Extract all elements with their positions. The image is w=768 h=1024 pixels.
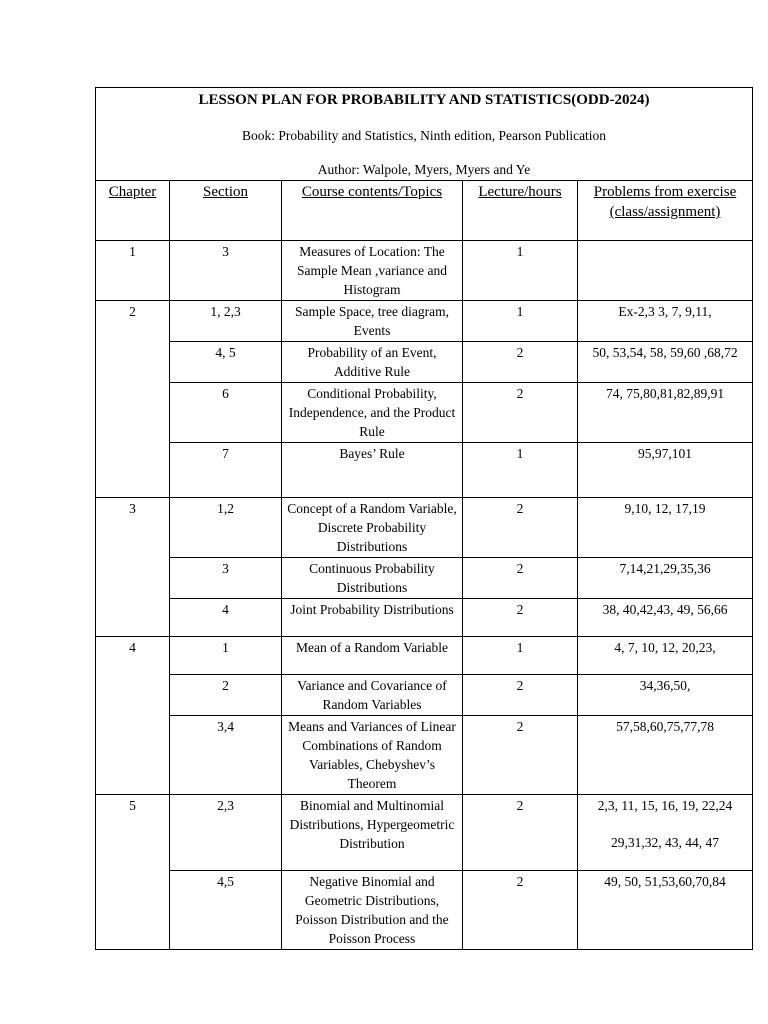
- table-row: [96, 675, 753, 716]
- lecture-cell: 2: [463, 498, 578, 558]
- section-cell: 4,5: [170, 871, 282, 950]
- lecture-cell: 2: [463, 383, 578, 443]
- table-row: [96, 599, 753, 637]
- problems-cell: 95,97,101: [578, 443, 753, 498]
- topics-cell: Negative Binomial and Geometric Distributions, Poisson Distribution and the Poisson Process: [282, 871, 463, 950]
- table-row: [96, 558, 753, 599]
- lecture-cell: 1: [463, 637, 578, 675]
- col-header-topics: Course contents/Topics: [282, 181, 463, 241]
- table-row: [96, 498, 753, 558]
- section-cell: 3: [170, 241, 282, 301]
- section-cell: 3: [170, 558, 282, 599]
- lecture-cell: 2: [463, 716, 578, 795]
- col-header-chapter: Chapter: [96, 181, 170, 241]
- chapter-cell: 3: [96, 498, 170, 637]
- lesson-plan-table: [95, 87, 753, 950]
- author-info: Author: Walpole, Myers, Myers and Ye: [317, 162, 531, 177]
- lecture-cell: 2: [463, 599, 578, 637]
- chapter-cell: 2: [96, 301, 170, 498]
- problems-cell: 34,36,50,: [578, 675, 753, 716]
- section-cell: 4, 5: [170, 342, 282, 383]
- col-header-problems: Problems from exercise (class/assignment): [578, 181, 753, 241]
- table-row: [96, 795, 753, 871]
- col-header-lecture: Lecture/hours: [463, 181, 578, 241]
- section-cell: 7: [170, 443, 282, 498]
- section-cell: 2: [170, 675, 282, 716]
- table-row: [96, 383, 753, 443]
- lecture-cell: 2: [463, 342, 578, 383]
- topics-cell: Mean of a Random Variable: [282, 637, 463, 675]
- topics-cell: Conditional Probability, Independence, and the Product Rule: [282, 383, 463, 443]
- topics-cell: Binomial and Multinomial Distributions, Hypergeometric Distribution: [282, 795, 463, 871]
- chapter-cell: 1: [96, 241, 170, 301]
- lecture-cell: 2: [463, 871, 578, 950]
- chapter-cell: 5: [96, 795, 170, 950]
- problems-line: 29,31,32, 43, 44, 47: [611, 835, 719, 850]
- section-cell: 1, 2,3: [170, 301, 282, 342]
- col-header-section: Section: [170, 181, 282, 241]
- topics-cell: Variance and Covariance of Random Variables: [282, 675, 463, 716]
- problems-line: 2,3, 11, 15, 16, 19, 22,24: [597, 798, 733, 813]
- problems-cell: 4, 7, 10, 12, 20,23,: [578, 637, 753, 675]
- header-cell: [96, 88, 753, 181]
- problems-cell: 57,58,60,75,77,78: [578, 716, 753, 795]
- table-row: [96, 301, 753, 342]
- topics-cell: Means and Variances of Linear Combinations of Random Variables, Chebyshev’s Theorem: [282, 716, 463, 795]
- table-row: [96, 637, 753, 675]
- table-row: [96, 342, 753, 383]
- section-cell: 3,4: [170, 716, 282, 795]
- lecture-cell: 2: [463, 558, 578, 599]
- chapter-cell: 4: [96, 637, 170, 795]
- problems-cell: 49, 50, 51,53,60,70,84: [578, 871, 753, 950]
- topics-cell: Joint Probability Distributions: [282, 599, 463, 637]
- problems-cell: [578, 795, 753, 871]
- section-cell: 2,3: [170, 795, 282, 871]
- document-title: LESSON PLAN FOR PROBABILITY AND STATISTICS(ODD-2024): [198, 92, 650, 108]
- table-row: [96, 241, 753, 301]
- topics-cell: Sample Space, tree diagram, Events: [282, 301, 463, 342]
- table-row: [96, 871, 753, 950]
- lecture-cell: 2: [463, 675, 578, 716]
- section-cell: 1,2: [170, 498, 282, 558]
- problems-cell: 74, 75,80,81,82,89,91: [578, 383, 753, 443]
- topics-cell: Probability of an Event, Additive Rule: [282, 342, 463, 383]
- lecture-cell: 1: [463, 301, 578, 342]
- topics-cell: Measures of Location: The Sample Mean ,variance and Histogram: [282, 241, 463, 301]
- problems-cell: [578, 241, 753, 301]
- problems-cell: 50, 53,54, 58, 59,60 ,68,72: [578, 342, 753, 383]
- problems-cell: 7,14,21,29,35,36: [578, 558, 753, 599]
- lecture-cell: 2: [463, 795, 578, 871]
- topics-cell: Continuous Probability Distributions: [282, 558, 463, 599]
- table-row: [96, 443, 753, 498]
- problems-cell: Ex-2,3 3, 7, 9,11,: [578, 301, 753, 342]
- section-cell: 4: [170, 599, 282, 637]
- problems-cell: 9,10, 12, 17,19: [578, 498, 753, 558]
- topics-cell: Bayes’ Rule: [282, 443, 463, 498]
- book-info: Book: Probability and Statistics, Ninth edition, Pearson Publication: [241, 128, 607, 143]
- section-cell: 6: [170, 383, 282, 443]
- section-cell: 1: [170, 637, 282, 675]
- lecture-cell: 1: [463, 241, 578, 301]
- table-row: [96, 716, 753, 795]
- topics-cell: Concept of a Random Variable, Discrete Probability Distributions: [282, 498, 463, 558]
- lecture-cell: 1: [463, 443, 578, 498]
- problems-cell: 38, 40,42,43, 49, 56,66: [578, 599, 753, 637]
